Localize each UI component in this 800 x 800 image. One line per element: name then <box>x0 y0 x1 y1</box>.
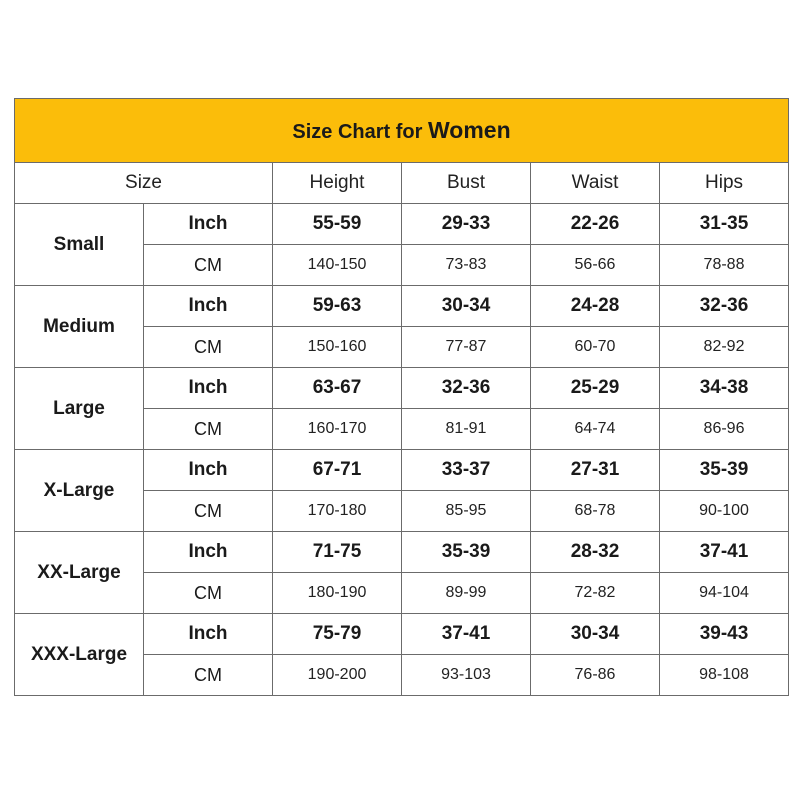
chart-title-prefix: Size Chart for <box>292 121 428 143</box>
inch-value: 27-31 <box>531 450 660 491</box>
cm-value: 98-108 <box>660 655 789 696</box>
cm-value: 82-92 <box>660 327 789 368</box>
size-chart <box>14 98 788 696</box>
chart-title <box>15 99 789 163</box>
size-label: X-Large <box>15 450 144 532</box>
cm-value: 64-74 <box>531 409 660 450</box>
unit-cm: CM <box>144 655 273 696</box>
inch-value: 71-75 <box>273 532 402 573</box>
cm-value: 170-180 <box>273 491 402 532</box>
cm-value: 94-104 <box>660 573 789 614</box>
cm-value: 56-66 <box>531 245 660 286</box>
header-size: Size <box>15 163 273 204</box>
inch-value: 30-34 <box>402 286 531 327</box>
unit-cm: CM <box>144 491 273 532</box>
inch-value: 32-36 <box>402 368 531 409</box>
inch-value: 32-36 <box>660 286 789 327</box>
unit-cm: CM <box>144 245 273 286</box>
unit-cm: CM <box>144 409 273 450</box>
unit-inch: Inch <box>144 614 273 655</box>
table-row <box>15 286 789 327</box>
cm-value: 160-170 <box>273 409 402 450</box>
header-height: Height <box>273 163 402 204</box>
cm-value: 85-95 <box>402 491 531 532</box>
chart-title-emphasis: Women <box>427 117 511 143</box>
cm-value: 180-190 <box>273 573 402 614</box>
inch-value: 33-37 <box>402 450 531 491</box>
inch-value: 28-32 <box>531 532 660 573</box>
inch-value: 30-34 <box>531 614 660 655</box>
unit-cm: CM <box>144 327 273 368</box>
inch-value: 35-39 <box>660 450 789 491</box>
table-row <box>15 532 789 573</box>
inch-value: 24-28 <box>531 286 660 327</box>
size-label: Large <box>15 368 144 450</box>
table-row <box>15 368 789 409</box>
size-label: XXX-Large <box>15 614 144 696</box>
inch-value: 25-29 <box>531 368 660 409</box>
inch-value: 63-67 <box>273 368 402 409</box>
inch-value: 75-79 <box>273 614 402 655</box>
inch-value: 35-39 <box>402 532 531 573</box>
size-label: Medium <box>15 286 144 368</box>
inch-value: 34-38 <box>660 368 789 409</box>
inch-value: 22-26 <box>531 204 660 245</box>
unit-cm: CM <box>144 573 273 614</box>
cm-value: 73-83 <box>402 245 531 286</box>
cm-value: 150-160 <box>273 327 402 368</box>
inch-value: 39-43 <box>660 614 789 655</box>
size-label: XX-Large <box>15 532 144 614</box>
cm-value: 190-200 <box>273 655 402 696</box>
table-row <box>15 614 789 655</box>
inch-value: 37-41 <box>660 532 789 573</box>
cm-value: 86-96 <box>660 409 789 450</box>
inch-value: 29-33 <box>402 204 531 245</box>
cm-value: 140-150 <box>273 245 402 286</box>
header-bust: Bust <box>402 163 531 204</box>
unit-inch: Inch <box>144 286 273 327</box>
inch-value: 67-71 <box>273 450 402 491</box>
inch-value: 55-59 <box>273 204 402 245</box>
inch-value: 59-63 <box>273 286 402 327</box>
unit-inch: Inch <box>144 450 273 491</box>
table-row <box>15 450 789 491</box>
header-waist: Waist <box>531 163 660 204</box>
inch-value: 37-41 <box>402 614 531 655</box>
cm-value: 72-82 <box>531 573 660 614</box>
size-label: Small <box>15 204 144 286</box>
inch-value: 31-35 <box>660 204 789 245</box>
cm-value: 77-87 <box>402 327 531 368</box>
table-row <box>15 204 789 245</box>
cm-value: 60-70 <box>531 327 660 368</box>
unit-inch: Inch <box>144 368 273 409</box>
header-hips: Hips <box>660 163 789 204</box>
cm-value: 81-91 <box>402 409 531 450</box>
cm-value: 93-103 <box>402 655 531 696</box>
cm-value: 68-78 <box>531 491 660 532</box>
cm-value: 78-88 <box>660 245 789 286</box>
cm-value: 89-99 <box>402 573 531 614</box>
unit-inch: Inch <box>144 532 273 573</box>
table-body <box>15 204 789 696</box>
cm-value: 90-100 <box>660 491 789 532</box>
unit-inch: Inch <box>144 204 273 245</box>
size-table <box>14 98 789 696</box>
cm-value: 76-86 <box>531 655 660 696</box>
